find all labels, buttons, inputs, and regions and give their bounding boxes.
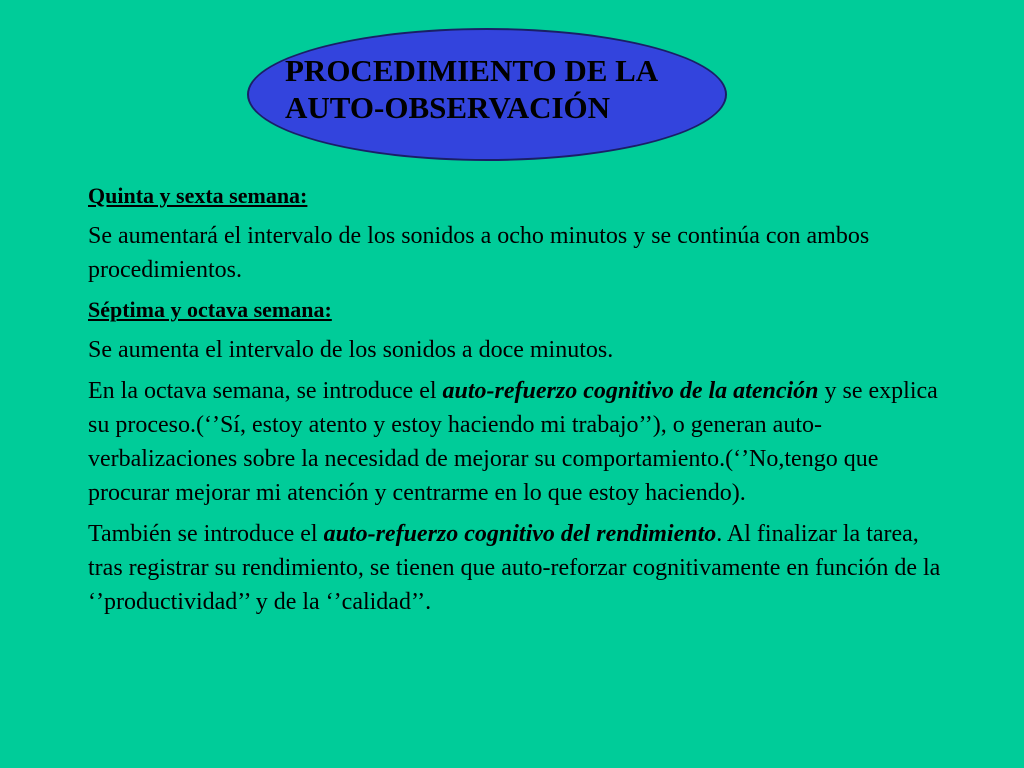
slide-title	[285, 52, 725, 126]
paragraph-attention-reinforcement	[88, 374, 958, 510]
slide-title-line-2: AUTO-OBSERVACIÓN	[285, 90, 611, 125]
slide-body	[88, 180, 958, 626]
emphasis-performance: auto-refuerzo cognitivo del rendimiento	[323, 521, 717, 547]
paragraph-performance-reinforcement	[88, 517, 958, 619]
paragraph-weeks-5-6: Se aumentará el intervalo de los sonidos a ocho minutos y se continúa con ambos procedimientos.	[88, 223, 870, 283]
paragraph-text: y se explica su proceso.(‘’Sí, estoy atento y estoy haciendo mi trabajo’’), o generan auto-verbalizaciones sobre la necesidad de mejorar su comportamiento.(‘’No,tengo que procurar mejorar mi atención y centrarme en lo que estoy haciendo).	[88, 378, 938, 506]
slide-title-line-1: PROCEDIMIENTO DE LA	[285, 53, 659, 88]
paragraph-text: . Al finalizar la tarea, tras registrar su rendimiento, se tienen que auto-reforzar cognitivamente en función de la ‘’productividad’’ y de la ‘’calidad’’.	[88, 521, 941, 615]
section-heading-weeks-5-6: Quinta y sexta semana:	[88, 183, 308, 208]
section-heading-weeks-7-8: Séptima y octava semana:	[88, 297, 332, 322]
paragraph-weeks-7-8: Se aumenta el intervalo de los sonidos a doce minutos.	[88, 337, 614, 363]
paragraph-text: También se introduce el	[88, 521, 324, 547]
paragraph-text: En la octava semana, se introduce el	[88, 378, 443, 404]
emphasis-attention: auto-refuerzo cognitivo de la atención	[442, 378, 819, 404]
